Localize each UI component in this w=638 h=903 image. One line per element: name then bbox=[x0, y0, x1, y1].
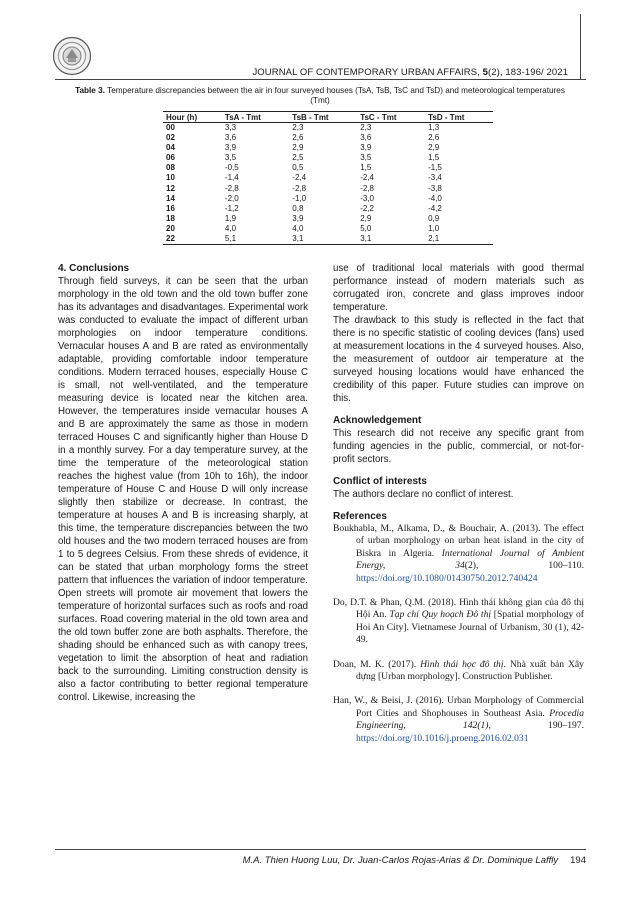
value-cell: 0,8 bbox=[292, 203, 304, 213]
reference-item: Do, D.T. & Phan, Q.M. (2018). Hình thái không gian của đô thị Hội An. Tạp chí Quy hoạch Đô thị [Spatial morphology of Hoi An City]. Vietnamese Journal of Urbanism, 30 (1), 42-49. bbox=[333, 597, 584, 646]
value-cell: 3,5 bbox=[224, 153, 237, 163]
hour-cell: 18 bbox=[166, 213, 175, 223]
table-row bbox=[163, 224, 493, 234]
column-header: TsC - Tmt bbox=[357, 112, 425, 123]
acknowledgement-heading: Acknowledgement bbox=[333, 415, 422, 426]
acknowledgement-text: This research did not receive any specific grant from funding agencies in the public, commercial, or not-for-profit sectors. bbox=[333, 428, 584, 465]
table-row bbox=[163, 214, 493, 224]
footer-rule bbox=[55, 849, 586, 850]
value-cell: 1,5 bbox=[428, 153, 440, 163]
value-cell: -4,0 bbox=[428, 193, 442, 203]
page-footer bbox=[243, 855, 586, 866]
value-cell: -3,4 bbox=[428, 173, 442, 183]
table-row bbox=[163, 123, 493, 134]
column-header: TsB - Tmt bbox=[289, 112, 357, 123]
value-cell: 5,1 bbox=[222, 234, 289, 245]
reference-item: Han, W., & Beisi, J. (2016). Urban Morphology of Commercial Port Cities and Shophouses in Southeast Asia. Procedia Engineering, 142(1), 190–197. https://doi.org/10.1016/j.proeng.2016.02.031 bbox=[333, 695, 584, 744]
value-cell: -3,8 bbox=[428, 183, 442, 193]
value-cell: 3,5 bbox=[360, 153, 372, 163]
value-cell: -1,0 bbox=[292, 193, 307, 203]
value-cell: -1,5 bbox=[428, 163, 442, 173]
hour-cell: 14 bbox=[166, 193, 175, 203]
value-cell: 2,3 bbox=[292, 123, 304, 132]
value-cell: 1,3 bbox=[428, 123, 440, 132]
value-cell: 5,0 bbox=[360, 223, 372, 233]
table-row bbox=[163, 194, 493, 204]
table-row bbox=[163, 204, 493, 214]
value-cell: 4,0 bbox=[224, 223, 237, 233]
value-cell: 3,1 bbox=[357, 234, 425, 245]
table-row bbox=[163, 133, 493, 143]
doi-link[interactable]: https://doi.org/10.1016/j.proeng.2016.02.031 bbox=[356, 732, 529, 744]
value-cell: -2,2 bbox=[360, 203, 374, 213]
value-cell: 3,9 bbox=[292, 213, 304, 223]
value-cell: 3,3 bbox=[224, 123, 237, 132]
value-cell: 3,6 bbox=[360, 133, 372, 143]
drawback-paragraph: The drawback to this study is reflected in the fact that there is no specific statistic of cooling devices (fans) used at measurement locations in the 4 surveyed houses. Also, the measurement of outdoor air temperature at the surveyed housing locations would have enhanced the credibility of this paper. Future studies can improve on this. bbox=[333, 315, 584, 404]
value-cell: 2,9 bbox=[428, 143, 440, 153]
reference-item: Boukhabla, M., Alkama, D., & Bouchair, A. (2013). The effect of urban morphology on urban heat island in the city of Biskra in Algeria. International Journal of Ambient Energy, 34(2), 100–110. https://doi.org/10.1080/01430750.2012.740424 bbox=[333, 523, 584, 584]
hour-cell: 04 bbox=[166, 143, 175, 153]
value-cell: 1,9 bbox=[224, 213, 237, 223]
hour-cell: 10 bbox=[166, 173, 175, 183]
hour-cell: 22 bbox=[163, 234, 222, 245]
value-cell: -4,2 bbox=[428, 203, 442, 213]
table-row bbox=[163, 153, 493, 163]
value-cell: 3,9 bbox=[360, 143, 372, 153]
value-cell: -2,8 bbox=[360, 183, 374, 193]
value-cell: 1,0 bbox=[428, 223, 440, 233]
references-heading: References bbox=[333, 511, 387, 522]
value-cell: -2,0 bbox=[224, 193, 239, 203]
value-cell: -2,4 bbox=[360, 173, 374, 183]
conflict-text: The authors declare no conflict of interest. bbox=[333, 489, 514, 500]
header-vertical-rule bbox=[580, 14, 581, 80]
value-cell: 2,3 bbox=[360, 123, 372, 132]
table-caption: Table 3. Temperature discrepancies between the air in four surveyed houses (TsA, TsB, TsC and TsD) and meteorological temperatures (Tmt) bbox=[75, 86, 565, 105]
value-cell: -2,8 bbox=[292, 183, 307, 193]
table-row bbox=[163, 173, 493, 183]
left-column bbox=[58, 262, 308, 704]
temperature-table bbox=[163, 111, 493, 245]
hour-cell: 08 bbox=[166, 163, 175, 173]
table-row bbox=[163, 143, 493, 153]
value-cell: 2,9 bbox=[292, 143, 304, 153]
value-cell: 3,9 bbox=[224, 143, 237, 153]
right-column bbox=[333, 262, 584, 757]
reference-list bbox=[333, 523, 584, 745]
table-row bbox=[163, 183, 493, 193]
value-cell: -0,5 bbox=[224, 163, 239, 173]
value-cell: 2,5 bbox=[292, 153, 304, 163]
conclusions-continuation: use of traditional local materials with good thermal performance instead of modern materials such as corrugated iron, concrete and glass improves indoor temperature. bbox=[333, 263, 584, 313]
value-cell: -1,2 bbox=[224, 203, 239, 213]
hour-cell: 06 bbox=[166, 153, 175, 163]
doi-link[interactable]: https://doi.org/10.1080/01430750.2012.740424 bbox=[356, 572, 538, 584]
value-cell: 2,9 bbox=[360, 213, 372, 223]
value-cell: 0,5 bbox=[292, 163, 304, 173]
hour-cell: 16 bbox=[166, 203, 175, 213]
page-number: 194 bbox=[570, 855, 586, 866]
table-row bbox=[163, 234, 493, 245]
value-cell: 4,0 bbox=[292, 223, 304, 233]
value-cell: -2,8 bbox=[224, 183, 239, 193]
value-cell: -3,0 bbox=[360, 193, 374, 203]
table-header-row bbox=[163, 112, 493, 123]
value-cell: -1,4 bbox=[224, 173, 239, 183]
hour-cell: 12 bbox=[166, 183, 175, 193]
table-row bbox=[163, 163, 493, 173]
hour-cell: 00 bbox=[166, 123, 175, 132]
hour-cell: 02 bbox=[166, 133, 175, 143]
value-cell: 1,5 bbox=[360, 163, 372, 173]
value-cell: -2,4 bbox=[292, 173, 307, 183]
value-cell: 2,6 bbox=[428, 133, 440, 143]
hour-cell: 20 bbox=[166, 223, 175, 233]
value-cell: 3,6 bbox=[224, 133, 237, 143]
value-cell: 2,1 bbox=[425, 234, 493, 245]
conclusions-paragraph: Through field surveys, it can be seen that the urban morphology in the old town and the old town buffer zone has its advantages and disadvantages. Experimental work was conducted to evaluate the impact of different urban morphologies on indoor temperature conditions. Vernacular houses A and B are rated as environmentally adaptable, providing comfortable indoor temperature conditions. Modern terraced houses, especially House C is small, not well-ventilated, and the temperature measuring device is located near the kitchen area. However, the temperatures inside vernacular houses A and B are approximately the same as those in modern terraced Houses C and significantly higher than House D in a monthly survey. For a day temperature survey, at the time the temperature of the meteorological station reaches the highest value (from 10h to 16h), the indoor temperature of House C and House D will only increase slightly then stabilize or decrease. In contrast, the temperature at houses A and B is increasing sharply, at this time, the temperature discrepancies between the two old houses and the two modern terraced houses are from 1 to 5 degrees Celsius. From these shreds of evidence, it can be stated that urban morphology forms the street pattern that influences the variation of indoor temperature. Open streets will promote air movement that lowers the temperature of horizontal surfaces such as roofs and road surfaces. Road covering material in the old town area and the old town buffer zone are both asphalts. Therefore, the shading should be enhanced such as with canopy trees, vegetation to limit the absorption of heat and radiation back to the surrounding. Limiting construction density is also a factor contributing to better regional temperature control. Likewise, increasing the bbox=[58, 276, 308, 703]
column-header: Hour (h) bbox=[163, 112, 222, 123]
column-header: TsD - Tmt bbox=[425, 112, 493, 123]
conclusions-heading: 4. Conclusions bbox=[58, 263, 130, 274]
footer-authors: M.A. Thien Huong Luu, Dr. Juan-Carlos Rojas-Arias & Dr. Dominique Laffly bbox=[242, 855, 559, 866]
column-header: TsA - Tmt bbox=[222, 112, 289, 123]
university-seal-icon bbox=[52, 36, 92, 76]
value-cell: 2,6 bbox=[292, 133, 304, 143]
value-cell: 0,9 bbox=[428, 213, 440, 223]
reference-item: Doan, M. K. (2017). Hình thái học đô thị. Nhà xuất bản Xây dựng [Urban morphology]. Construction Publisher. bbox=[333, 658, 584, 683]
header-rule bbox=[55, 79, 586, 80]
conflict-heading: Conflict of interests bbox=[333, 476, 427, 487]
journal-running-header: JOURNAL OF CONTEMPORARY URBAN AFFAIRS, 5(2), 183-196/ 2021 bbox=[252, 67, 568, 78]
value-cell: 3,1 bbox=[289, 234, 357, 245]
